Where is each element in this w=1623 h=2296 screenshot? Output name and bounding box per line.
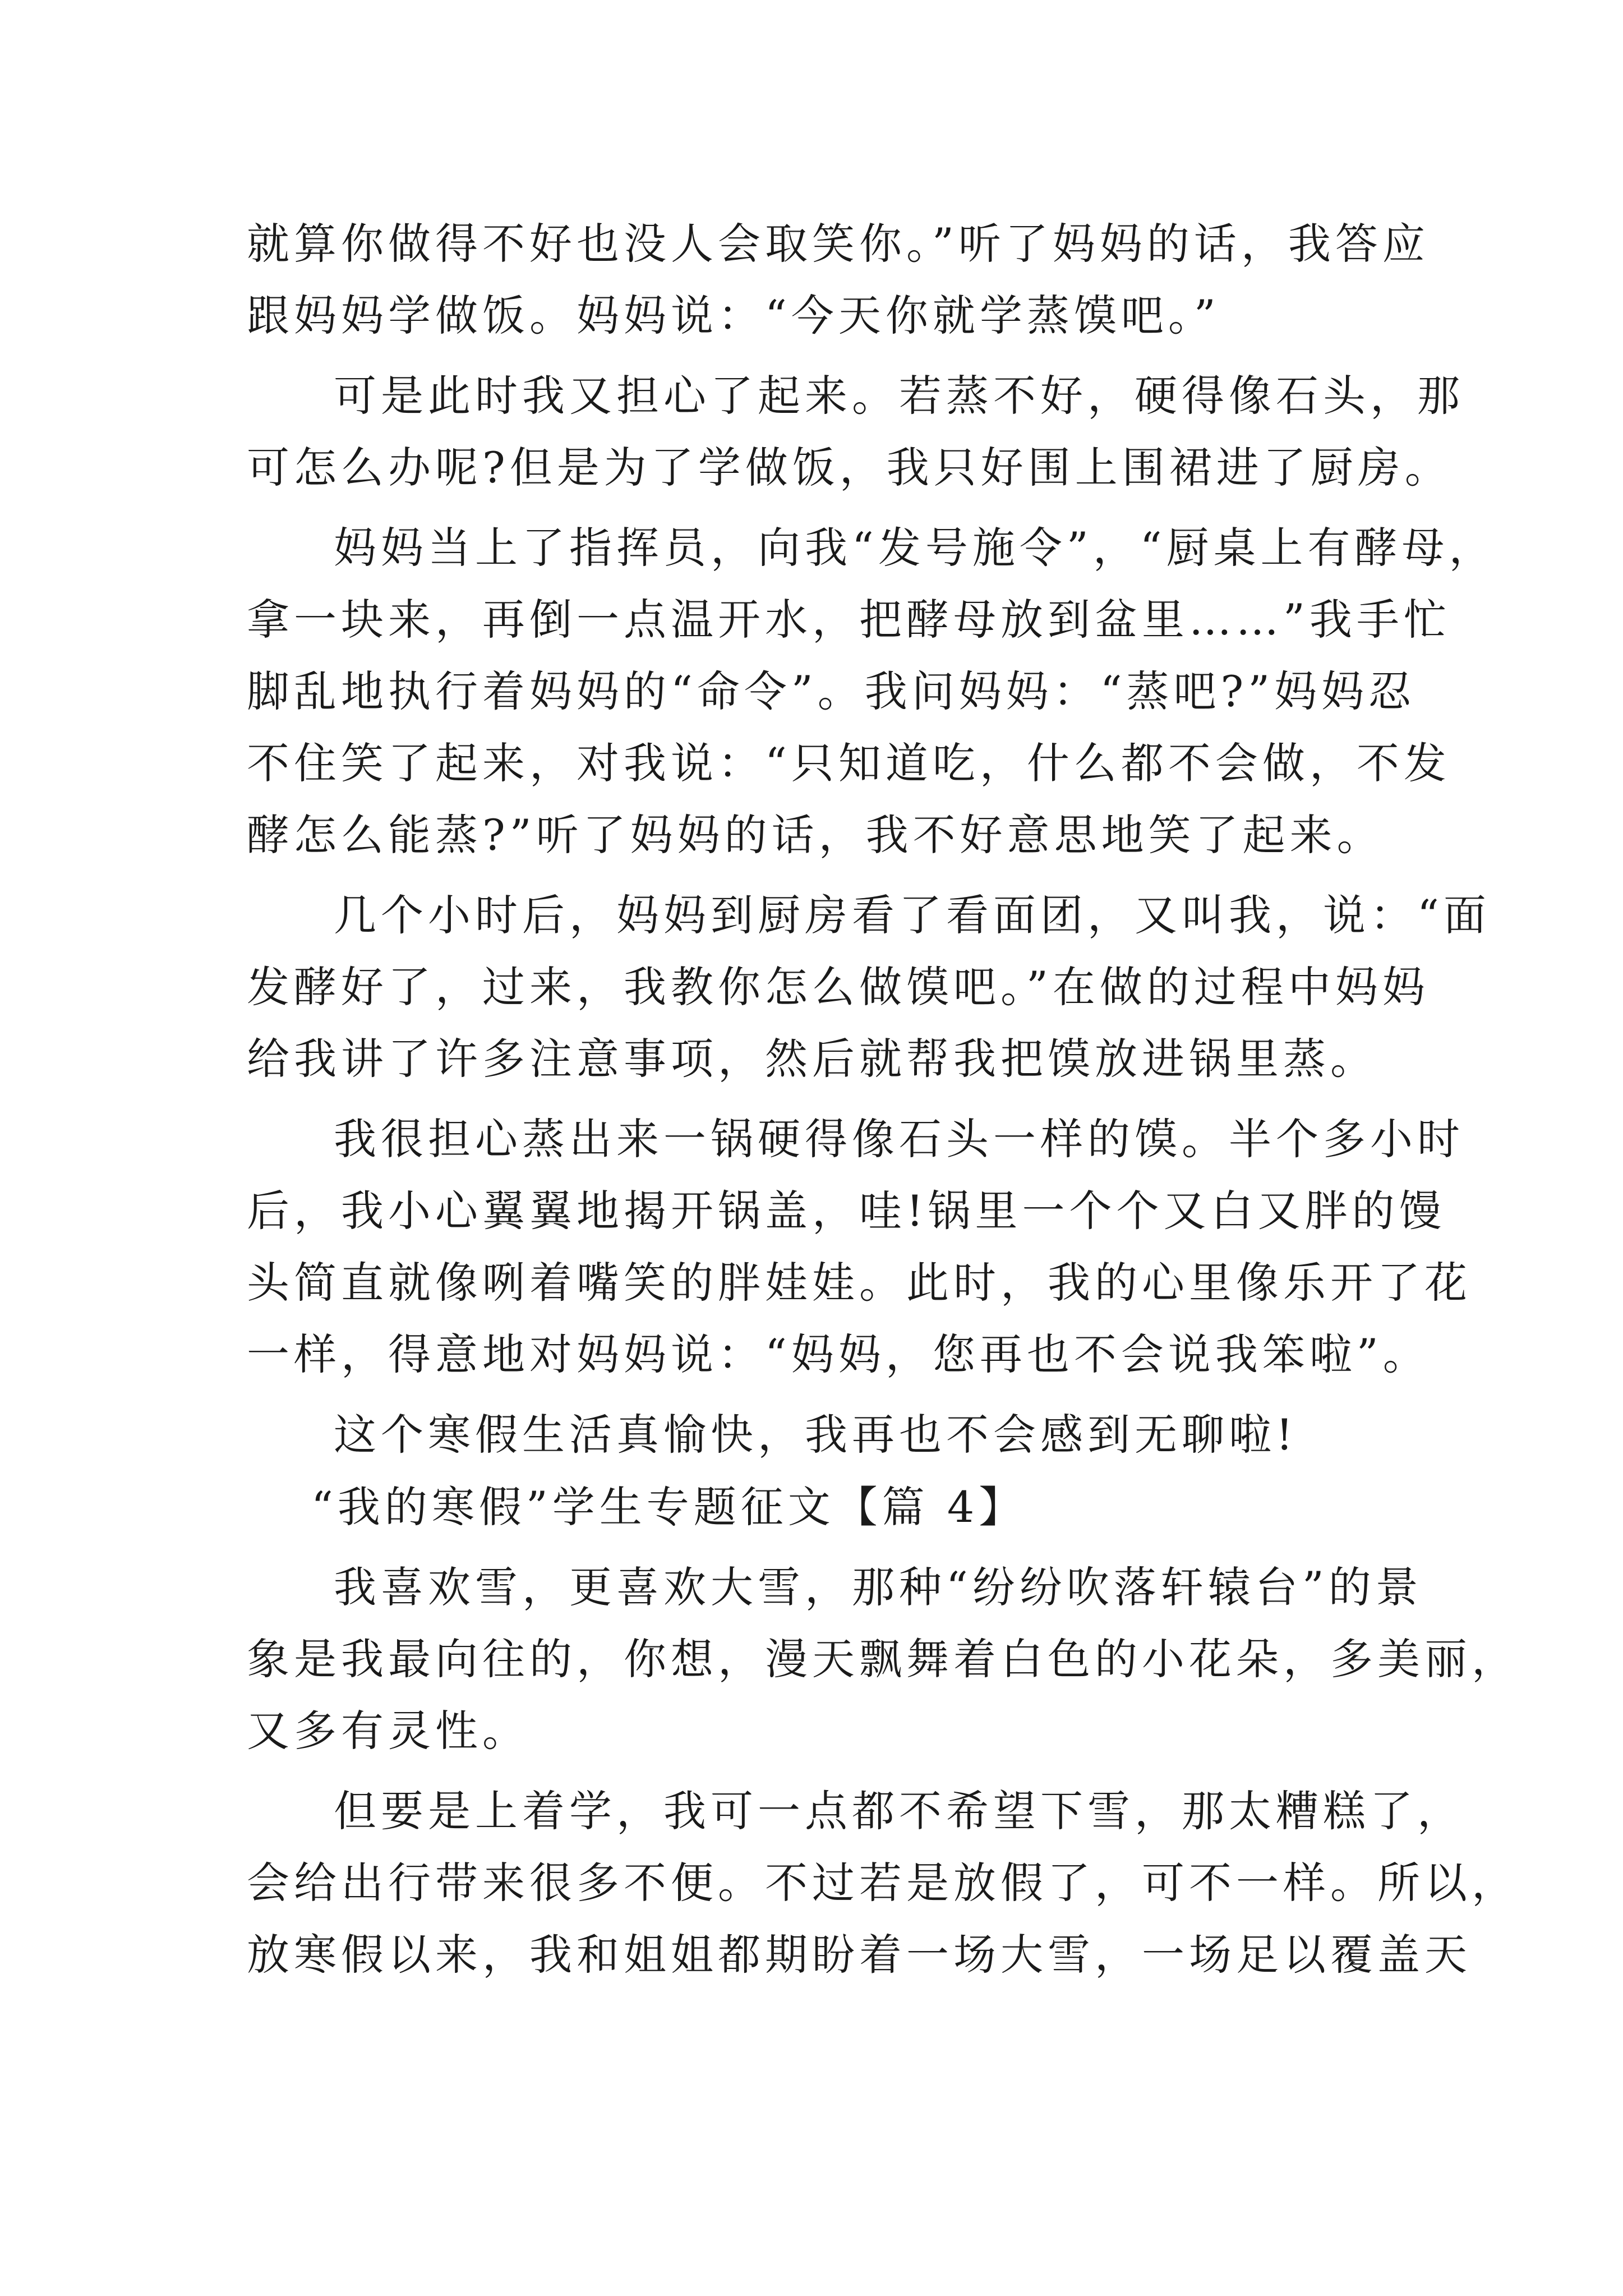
- text-line: 给我讲了许多注意事项，然后就帮我把馍放进锅里蒸。: [247, 1034, 1377, 1084]
- paragraph-first-line: 这个寒假生活真愉快，我再也不会感到无聊啦!: [334, 1410, 1298, 1460]
- text-line: 一样，得意地对妈妈说：“妈妈，您再也不会说我笨啦”。: [247, 1329, 1430, 1379]
- paragraph-first-line: 几个小时后，妈妈到厨房看了看面团，又叫我，说：“面: [334, 890, 1491, 940]
- text-line: 不住笑了起来，对我说：“只知道吃，什么都不会做，不发: [247, 738, 1451, 788]
- text-line: 头简直就像咧着嘴笑的胖娃娃。此时，我的心里像乐开了花: [247, 1258, 1472, 1308]
- text-line: 象是我最向往的，你想，漫天飘舞着白色的小花朵，多美丽，: [247, 1634, 1519, 1684]
- paragraph-first-line: 我喜欢雪，更喜欢大雪，那种“纷纷吹落轩辕台”的景: [334, 1562, 1423, 1612]
- text-line: 会给出行带来很多不便。不过若是放假了，可不一样。所以，: [247, 1858, 1519, 1908]
- paragraph-first-line: 我很担心蒸出来一锅硬得像石头一样的馍。半个多小时: [334, 1114, 1464, 1164]
- text-line: 发酵好了，过来，我教你怎么做馍吧。”在做的过程中妈妈: [247, 962, 1430, 1012]
- section-heading: “我的寒假”学生专题征文【篇 4】: [311, 1482, 1026, 1532]
- text-line: 就算你做得不好也没人会取笑你。”听了妈妈的话，我答应: [247, 219, 1430, 269]
- text-line: 可怎么办呢?但是为了学做饭，我只好围上围裙进了厨房。: [247, 443, 1452, 493]
- paragraph-first-line: 可是此时我又担心了起来。若蒸不好，硬得像石头，那: [334, 371, 1464, 421]
- text-line: 拿一块来，再倒一点温开水，把酵母放到盆里……”我手忙: [247, 595, 1451, 645]
- text-line: 跟妈妈学做饭。妈妈说：“今天你就学蒸馍吧。”: [247, 291, 1220, 341]
- text-line: 又多有灵性。: [247, 1706, 529, 1756]
- text-line: 脚乱地执行着妈妈的“命令”。我问妈妈：“蒸吧?”妈妈忍: [247, 666, 1416, 716]
- paragraph-first-line: 妈妈当上了指挥员，向我“发号施令”，“厨桌上有酵母，: [334, 523, 1496, 573]
- text-line: 后，我小心翼翼地揭开锅盖，哇!锅里一个个又白又胖的馒: [247, 1186, 1446, 1236]
- paragraph-first-line: 但要是上着学，我可一点都不希望下雪，那太糟糕了，: [334, 1786, 1464, 1836]
- text-line: 放寒假以来，我和姐姐都期盼着一场大雪，一场足以覆盖天: [247, 1930, 1472, 1980]
- text-line: 酵怎么能蒸?”听了妈妈的话，我不好意思地笑了起来。: [247, 810, 1384, 860]
